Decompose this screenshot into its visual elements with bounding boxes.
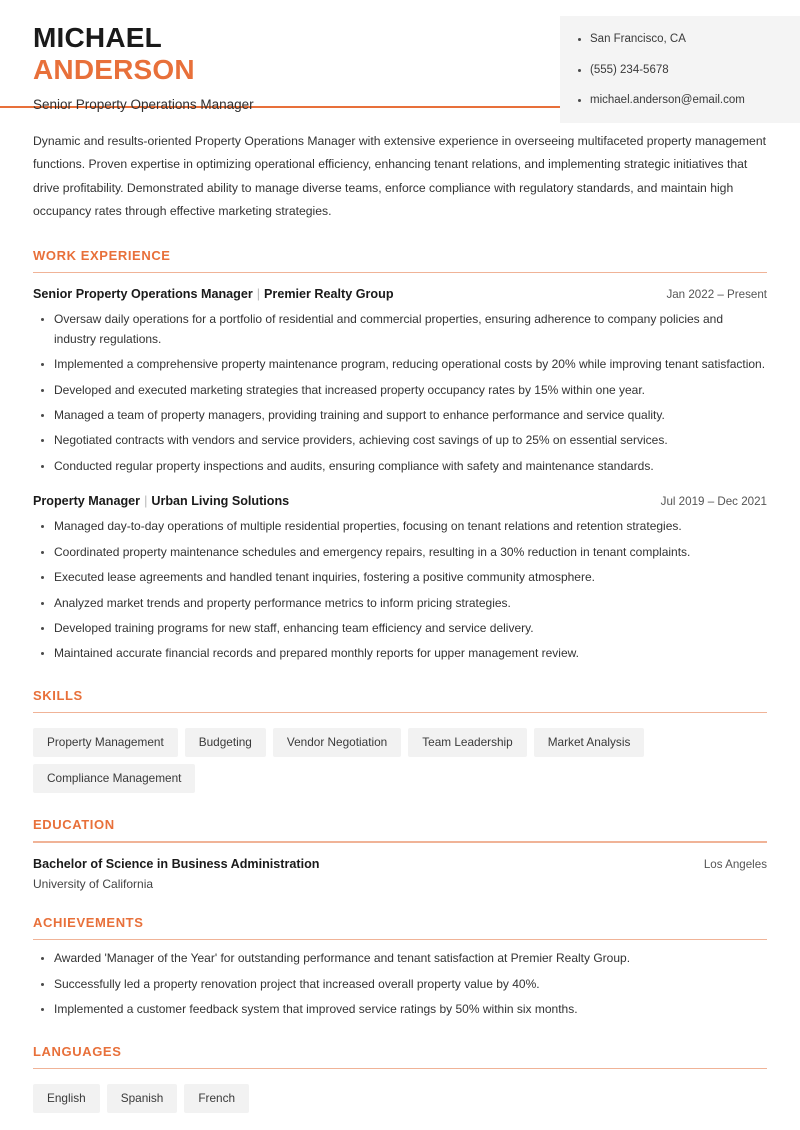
experience-date-range: Jan 2022 – Present [666, 288, 767, 302]
bullet-dot-icon [41, 414, 44, 417]
list-item [33, 355, 767, 374]
contact-phone[interactable] [560, 65, 800, 77]
education-location: Los Angeles [703, 857, 767, 871]
skills-chip-list [33, 728, 767, 793]
bullet-dot-icon [41, 602, 44, 605]
experience-title-line [33, 494, 289, 508]
bullet-dot-icon [578, 38, 581, 41]
experience-title-line [33, 287, 394, 301]
bullet-text: Executed lease agreements and handled tenant inquiries, fostering a positive community atmosphere. [54, 570, 595, 585]
education-degree: Bachelor of Science in Business Administration [33, 856, 320, 871]
contact-panel [560, 16, 800, 123]
bullet-text: Managed a team of property managers, providing training and support to enhance performance and service quality. [54, 407, 665, 422]
achievements-bullet-list [33, 949, 767, 1019]
section-title-achievements: ACHIEVEMENTS [33, 914, 144, 930]
section-divider [33, 841, 767, 843]
bullet-text: Implemented a customer feedback system that improved service ratings by 50% within six months. [54, 1002, 578, 1017]
experience-entry [33, 287, 767, 476]
bullet-text: Implemented a comprehensive property maintenance program, reducing operational costs by 20% while improving tenant satisfaction. [54, 357, 766, 372]
section-work-experience [0, 248, 800, 664]
experience-role: Senior Property Operations Manager [33, 287, 253, 302]
bullet-text: Managed day-to-day operations of multiple residential properties, focusing on tenant relations and retention strategies. [54, 519, 682, 534]
bullet-dot-icon [41, 439, 44, 442]
first-name: MICHAEL [33, 22, 162, 53]
list-item [33, 310, 767, 349]
contact-location [560, 34, 800, 46]
education-entry-header [33, 857, 767, 871]
bullet-dot-icon [41, 983, 44, 986]
professional-summary: Dynamic and results-oriented Property Operations Manager with extensive experience in overseeing multifaceted property management functions. Proven expertise in optimizing operational efficiency, enhancing tenant relations, and implementing strategic initiatives that drive profitability. Demonstrated ability to manage diverse teams, enforce compliance with regulatory standards, and maintain high occupancy rates through effective marketing strategies. [33, 134, 766, 219]
language-chip: French [184, 1084, 249, 1113]
contact-email-text: michael.anderson@email.com [590, 94, 745, 106]
experience-entry [33, 494, 767, 664]
bullet-dot-icon [41, 389, 44, 392]
bullet-dot-icon [578, 99, 581, 102]
section-languages [0, 1044, 800, 1113]
bullet-text: Developed and executed marketing strategies that increased property occupancy rates by 15% within one year. [54, 382, 646, 397]
list-item [33, 568, 767, 587]
title-separator: | [144, 494, 148, 509]
resume-header [0, 0, 800, 112]
section-achievements [0, 915, 800, 1020]
bullet-text: Successfully led a property renovation project that increased overall property value by 40%. [54, 976, 540, 991]
bullet-text: Oversaw daily operations for a portfolio of residential and commercial properties, ensuring adherence to company policies and industry regulations. [54, 312, 724, 346]
bullet-dot-icon [41, 551, 44, 554]
bullet-text: Coordinated property maintenance schedules and emergency repairs, resulting in a 30% reduction in tenant complaints. [54, 544, 691, 559]
section-divider [33, 712, 767, 714]
education-school: University of California [33, 876, 154, 891]
contact-email[interactable] [560, 95, 800, 107]
bullet-dot-icon [41, 1008, 44, 1011]
skill-chip: Market Analysis [534, 728, 645, 757]
list-item [33, 431, 767, 450]
bullet-text: Negotiated contracts with vendors and service providers, achieving cost savings of up to 25% on essential services. [54, 433, 668, 448]
experience-entry-header [33, 494, 767, 508]
list-item [33, 543, 767, 562]
bullet-dot-icon [41, 525, 44, 528]
section-skills [0, 688, 800, 793]
section-divider [33, 939, 767, 941]
list-item [33, 594, 767, 613]
list-item [33, 457, 767, 476]
professional-title: Senior Property Operations Manager [33, 96, 254, 112]
bullet-text: Conducted regular property inspections and audits, ensuring compliance with safety and maintenance standards. [54, 458, 654, 473]
bullet-dot-icon [41, 465, 44, 468]
section-title-education: EDUCATION [33, 817, 115, 833]
experience-entry-header [33, 287, 767, 301]
skill-chip: Budgeting [185, 728, 266, 757]
contact-location-text: San Francisco, CA [590, 33, 686, 45]
section-education [0, 817, 800, 891]
bullet-text: Maintained accurate financial records and prepared monthly reports for upper management review. [54, 646, 579, 661]
bullet-text: Developed training programs for new staff, enhancing team efficiency and service delivery. [54, 621, 534, 635]
bullet-dot-icon [41, 957, 44, 960]
section-divider [33, 1068, 767, 1070]
section-title-skills: SKILLS [33, 687, 83, 703]
bullet-text: Analyzed market trends and property performance metrics to inform pricing strategies. [54, 595, 511, 610]
list-item [33, 619, 767, 638]
skill-chip: Team Leadership [408, 728, 527, 757]
experience-bullet-list [33, 517, 767, 664]
experience-company: Urban Living Solutions [151, 494, 290, 509]
bullet-dot-icon [41, 576, 44, 579]
list-item [33, 975, 767, 994]
list-item [33, 949, 767, 968]
section-title-work-experience: WORK EXPERIENCE [33, 247, 171, 263]
bullet-dot-icon [578, 69, 581, 72]
languages-chip-list [33, 1084, 767, 1113]
language-chip: English [33, 1084, 100, 1113]
list-item [33, 1000, 767, 1019]
experience-date-range: Jul 2019 – Dec 2021 [660, 495, 767, 509]
list-item [33, 381, 767, 400]
experience-role: Property Manager [33, 494, 141, 509]
last-name: ANDERSON [33, 53, 195, 85]
language-chip: Spanish [107, 1084, 178, 1113]
list-item [33, 644, 767, 663]
list-item [33, 517, 767, 536]
skill-chip: Compliance Management [33, 764, 195, 793]
experience-bullet-list [33, 310, 767, 476]
bullet-dot-icon [41, 627, 44, 630]
bullet-dot-icon [41, 652, 44, 655]
list-item [33, 406, 767, 425]
experience-company: Premier Realty Group [264, 287, 394, 302]
bullet-dot-icon [41, 318, 44, 321]
skill-chip: Property Management [33, 728, 178, 757]
skill-chip: Vendor Negotiation [273, 728, 401, 757]
bullet-text: Awarded 'Manager of the Year' for outstanding performance and tenant satisfaction at Premier Realty Group. [54, 951, 631, 966]
contact-phone-text: (555) 234-5678 [590, 63, 669, 76]
section-title-languages: LANGUAGES [33, 1043, 122, 1059]
section-divider [33, 272, 767, 274]
bullet-dot-icon [41, 363, 44, 366]
title-separator: | [256, 287, 261, 302]
education-entry [33, 857, 767, 891]
